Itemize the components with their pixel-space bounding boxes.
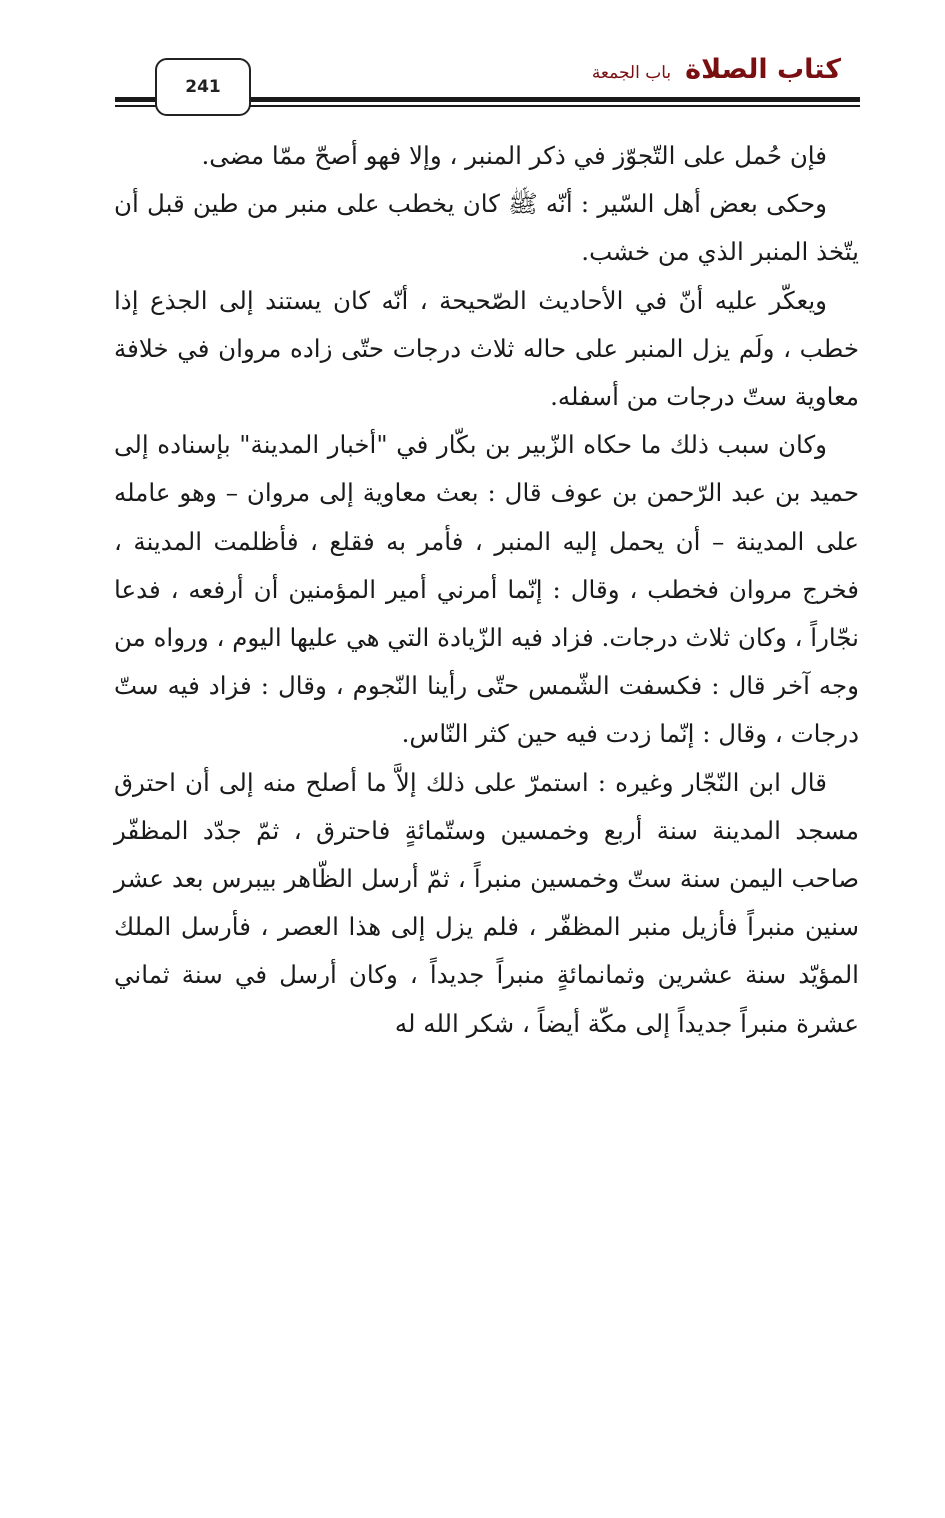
book-title: كتاب الصلاة bbox=[685, 54, 841, 85]
page-body bbox=[114, 132, 859, 1048]
page-number: 241 bbox=[185, 77, 221, 97]
page-header bbox=[0, 0, 945, 120]
page-number-box bbox=[155, 58, 251, 116]
chapter-title: باب الجمعة bbox=[591, 63, 672, 83]
paragraph: وكان سبب ذلك ما حكاه الزّبير بن بكّار في "أخبار المدينة" بإسناده إلى حميد بن عبد الرّحمن بن عوف قال : بعث معاوية إلى مروان – وهو عامله على المدينة – أن يحمل إليه المنبر ، فأمر به فقلع ، فأظلمت المدينة ، فخرج مروان فخطب ، وقال : إنّما أمرني أمير المؤمنين أن أرفعه ، فدعا نجّاراً ، وكان ثلاث درجات. فزاد فيه الزّيادة التي هي عليها اليوم ، ورواه من وجه آخر قال : فكسفت الشّمس حتّى رأينا النّجوم ، وقال : فزاد فيه ستّ درجات ، وقال : إنّما زدت فيه حين كثر النّاس. bbox=[114, 430, 860, 749]
paragraph: وحكى بعض أهل السّير : أنّه ﷺ كان يخطب على منبر من طين قبل أن يتّخذ المنبر الذي من خشب. bbox=[114, 189, 859, 267]
paragraph: فإن حُمل على التّجوّز في ذكر المنبر ، وإلا فهو أصحّ ممّا مضى. bbox=[201, 141, 827, 170]
paragraph: قال ابن النّجّار وغيره : استمرّ على ذلك إلاَّ ما أصلح منه إلى أن احترق مسجد المدينة سنة أربع وخمسين وستّمائةٍ فاحترق ، ثمّ جدّد المظفّر صاحب اليمن سنة ستّ وخمسين منبراً ، ثمّ أرسل الظّاهر بيبرس بعد عشر سنين منبراً فأزيل منبر المظفّر ، فلم يزل إلى هذا العصر ، فأرسل الملك المؤيّد سنة عشرين وثمانمائةٍ منبراً جديداً ، وكان أرسل في سنة ثماني عشرة منبراً جديداً إلى مكّة أيضاً ، شكر الله له bbox=[114, 767, 859, 1038]
running-head bbox=[592, 54, 841, 85]
paragraph: ويعكّر عليه أنّ في الأحاديث الصّحيحة ، أنّه كان يستند إلى الجذع إذا خطب ، ولَم يزل المنبر على حاله ثلاث درجات حتّى زاده مروان في خلافة معاوية ستّ درجات من أسفله. bbox=[114, 285, 859, 412]
